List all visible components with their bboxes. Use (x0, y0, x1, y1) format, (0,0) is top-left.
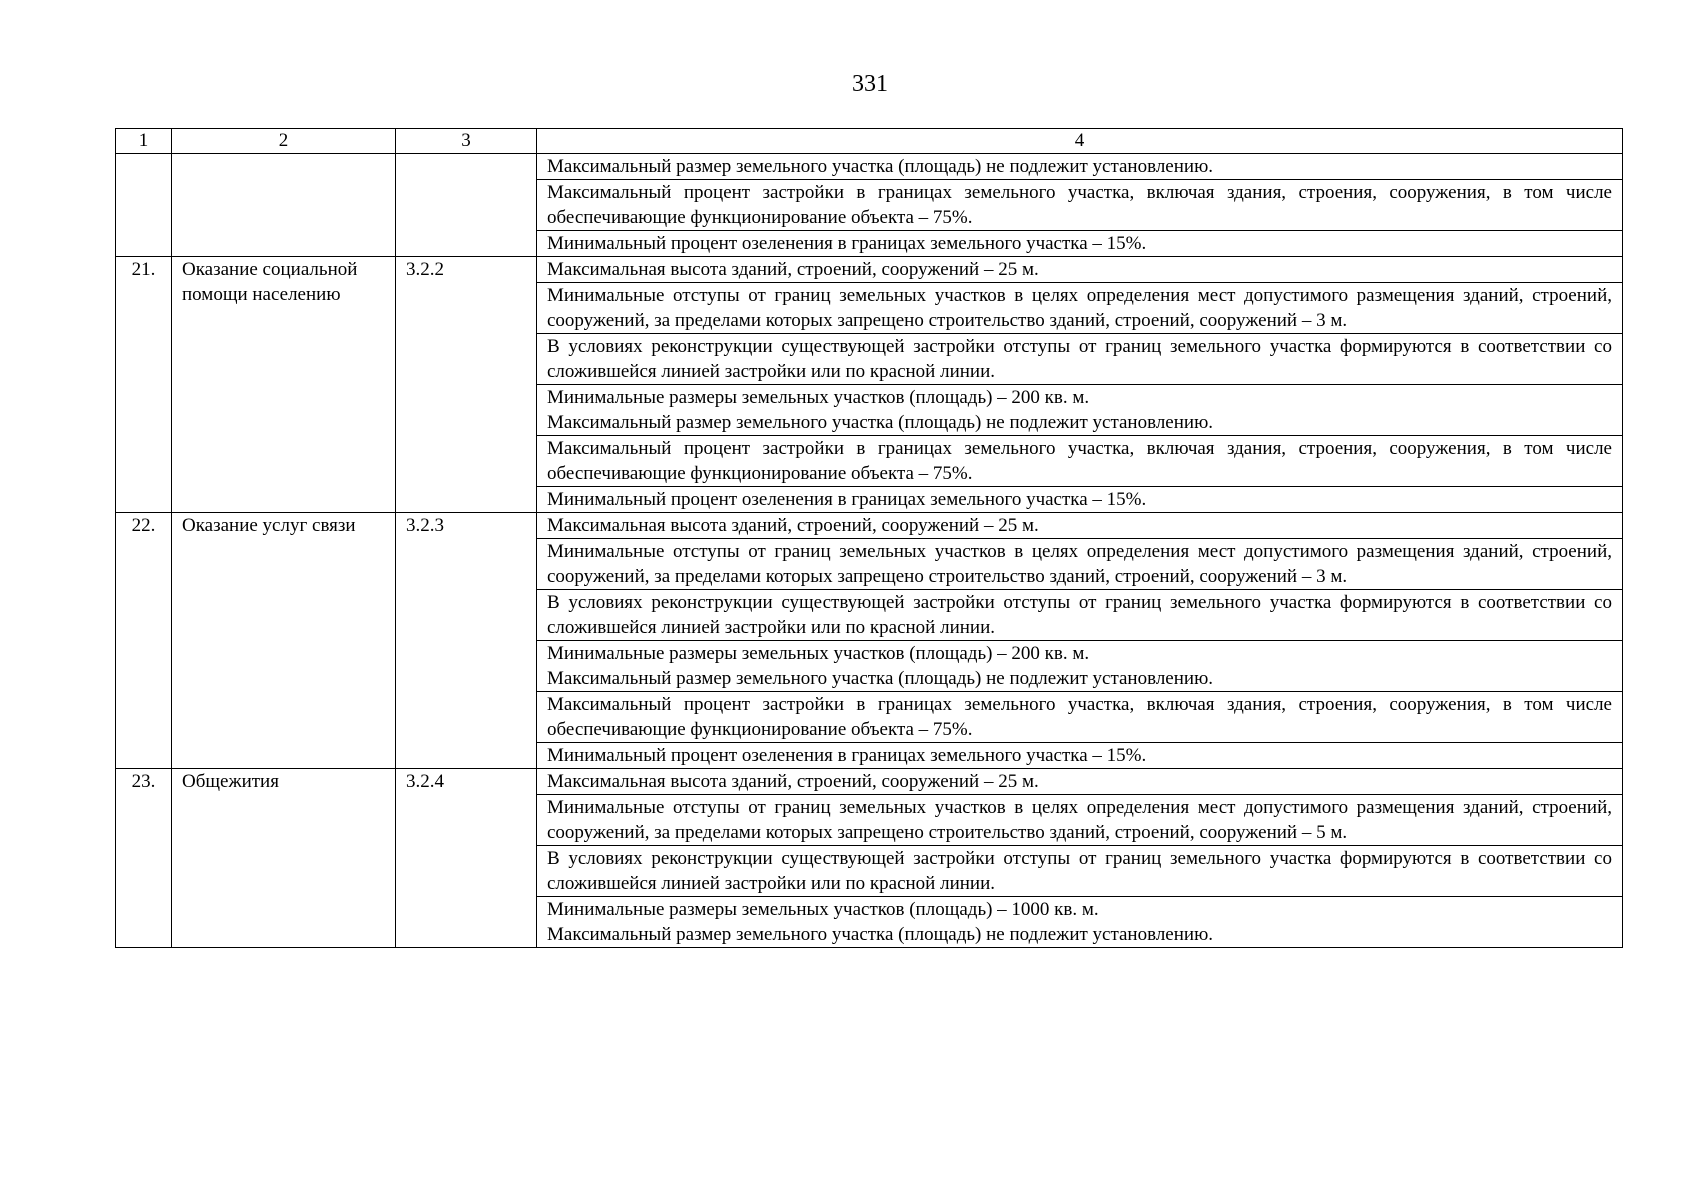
parameter-cell: Минимальные отступы от границ земельных участков в целях определения мест допустимого размещения зданий, строений, сооружений, за пределами которых запрещено строительство зданий, строений, сооружений – 5 м. (537, 795, 1623, 846)
parameter-cell: Минимальные отступы от границ земельных участков в целях определения мест допустимого размещения зданий, строений, сооружений, за пределами которых запрещено строительство зданий, строений, сооружений – 3 м. (537, 283, 1623, 334)
row-number-cell: 22. (116, 513, 172, 769)
parameter-cell: Минимальный процент озеленения в границах земельного участка – 15%. (537, 743, 1623, 769)
parameter-cell: Максимальная высота зданий, строений, сооружений – 25 м. (537, 257, 1623, 283)
table-row (116, 769, 1623, 795)
parameter-cell: Максимальный процент застройки в границах земельного участка, включая здания, строения, сооружения, в том числе обеспечивающие функционирование объекта – 75%. (537, 692, 1623, 743)
parameter-cell (537, 385, 1623, 436)
parameter-cell: Максимальная высота зданий, строений, сооружений – 25 м. (537, 769, 1623, 795)
header-cell: 3 (396, 129, 537, 154)
param-line: Минимальные размеры земельных участков (площадь) – 200 кв. м. (547, 387, 1090, 408)
header-cell: 4 (537, 129, 1623, 154)
land-use-table (115, 128, 1623, 948)
param-line: Минимальные размеры земельных участков (площадь) – 200 кв. м. (547, 643, 1090, 664)
land-use-name-cell: Оказание услуг связи (172, 513, 396, 769)
row-number-cell: 21. (116, 257, 172, 513)
land-use-code-cell: 3.2.3 (396, 513, 537, 769)
param-line: Максимальный размер земельного участка (площадь) не подлежит установлению. (547, 412, 1214, 433)
parameter-cell: Минимальный процент озеленения в границах земельного участка – 15%. (537, 231, 1623, 257)
parameter-cell: Максимальный процент застройки в границах земельного участка, включая здания, строения, сооружения, в том числе обеспечивающие функционирование объекта – 75%. (537, 436, 1623, 487)
param-line: Минимальные размеры земельных участков (площадь) – 1000 кв. м. (547, 899, 1099, 920)
table-row (116, 513, 1623, 539)
land-use-name-cell (172, 154, 396, 257)
table-header-row (116, 129, 1623, 154)
parameter-cell: Максимальный размер земельного участка (площадь) не подлежит установлению. (537, 154, 1623, 180)
parameter-cell (537, 641, 1623, 692)
parameter-cell: В условиях реконструкции существующей застройки отступы от границ земельного участка формируются в соответствии со сложившейся линией застройки или по красной линии. (537, 590, 1623, 641)
page-number: 331 (852, 71, 888, 97)
header-cell: 1 (116, 129, 172, 154)
parameter-cell: Минимальный процент озеленения в границах земельного участка – 15%. (537, 487, 1623, 513)
land-use-name-cell: Оказание социальной помощи населению (172, 257, 396, 513)
parameter-cell: Максимальный процент застройки в границах земельного участка, включая здания, строения, сооружения, в том числе обеспечивающие функционирование объекта – 75%. (537, 180, 1623, 231)
table-row (116, 154, 1623, 180)
parameter-cell: Максимальная высота зданий, строений, сооружений – 25 м. (537, 513, 1623, 539)
parameter-cell: Минимальные отступы от границ земельных участков в целях определения мест допустимого размещения зданий, строений, сооружений, за пределами которых запрещено строительство зданий, строений, сооружений – 3 м. (537, 539, 1623, 590)
param-line: Максимальный размер земельного участка (площадь) не подлежит установлению. (547, 668, 1214, 689)
row-number-cell: 23. (116, 769, 172, 948)
land-use-code-cell: 3.2.4 (396, 769, 537, 948)
parameter-cell: В условиях реконструкции существующей застройки отступы от границ земельного участка формируются в соответствии со сложившейся линией застройки или по красной линии. (537, 334, 1623, 385)
table-row (116, 257, 1623, 283)
land-use-code-cell: 3.2.2 (396, 257, 537, 513)
row-number-cell (116, 154, 172, 257)
param-line: Максимальный размер земельного участка (площадь) не подлежит установлению. (547, 924, 1214, 945)
land-use-name-cell: Общежития (172, 769, 396, 948)
header-cell: 2 (172, 129, 396, 154)
parameter-cell: В условиях реконструкции существующей застройки отступы от границ земельного участка формируются в соответствии со сложившейся линией застройки или по красной линии. (537, 846, 1623, 897)
parameter-cell (537, 897, 1623, 948)
land-use-code-cell (396, 154, 537, 257)
